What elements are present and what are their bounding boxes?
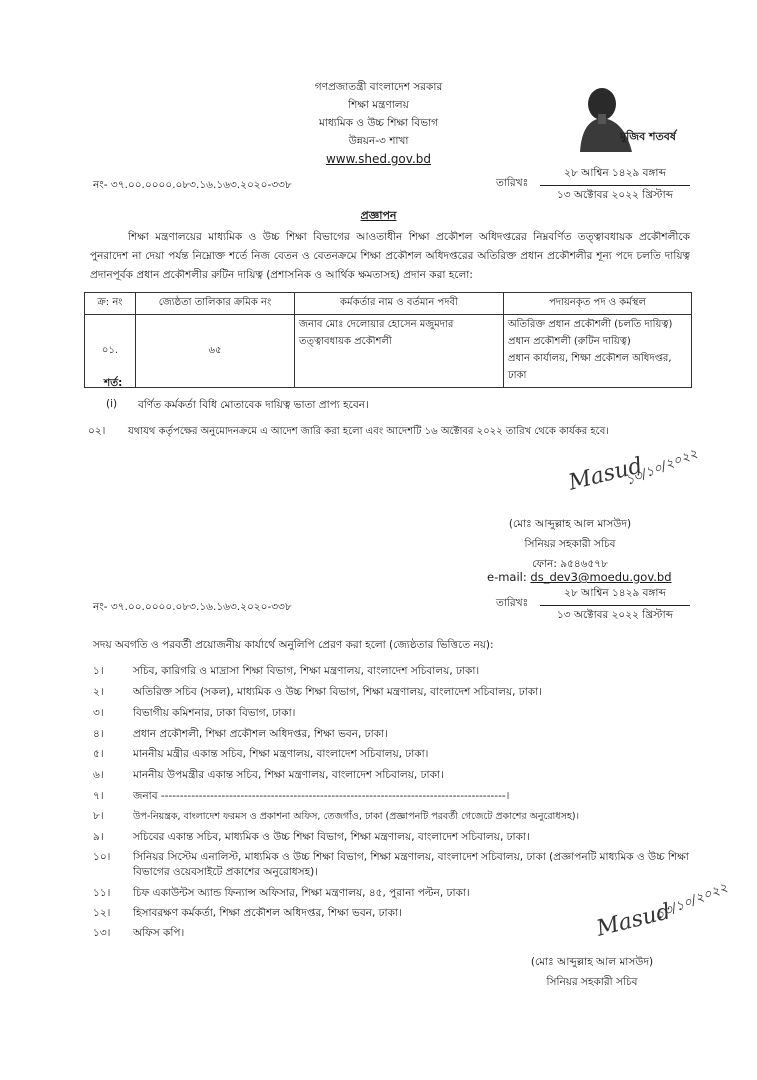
copy-date-block [540, 586, 690, 625]
date-label: তারিখঃ [496, 177, 529, 189]
copy-date-label: তারিখঃ [496, 597, 529, 609]
signatory-name-2: (মোঃ আব্দুল্লাহ আল মাসউদ) [530, 956, 654, 968]
copy-date-bangla: ২৮ আশ্বিন ১৪২৯ বঙ্গাব্দ [564, 587, 666, 599]
order-table [84, 292, 692, 388]
col-serial-header: ক্র: নং [85, 293, 136, 315]
email-link[interactable]: ds_dev3@moedu.gov.bd [530, 570, 672, 584]
signatory-name-1: (মোঃ আব্দুল্লাহ আল মাসউদ) [508, 518, 632, 530]
post-line-2: প্রধান প্রকৌশলী (রুটিন দায়িত্ব) [508, 336, 631, 347]
logo-text: মুজিব শতবর্ষ [620, 130, 676, 143]
post-line-1: অতিরিক্ত প্রধান প্রকৌশলী (চলতি দায়িত্ব) [508, 319, 673, 330]
condition-1-text: বর্ণিত কর্মকর্তা বিধি মোতাবেক দায়িত্ব ভাতা প্রাপ্য হবেন। [138, 399, 369, 411]
email-row [487, 570, 672, 584]
copy-ref-number: নং- ৩৭.০০.০০০০.০৮৩.১৬.১৬৩.২০২০-৩৩৮ [93, 601, 292, 613]
cell-seniority: ৬৫ [136, 315, 295, 388]
table-row [85, 315, 692, 388]
clause-2-text: যথাযথ কর্তৃপক্ষের অনুমোদনক্রমে এ আদেশ জারি করা হলো এবং আদেশটি ১৬ অক্টোবর ২০২২ তারিখ থেকে কার্যকর হবে। [128, 426, 609, 437]
signatory-phone-1: ফোন: ৯৫৪৬৫৭৮ [532, 558, 608, 570]
date-block [540, 166, 690, 205]
mujib-borsho-logo-icon [572, 80, 682, 152]
date-bangla: ২৮ আশ্বিন ১৪২৯ বঙ্গাব্দ [564, 167, 666, 179]
body-paragraph: শিক্ষা মন্ত্রণালয়ের মাধ্যমিক ও উচ্চ শিক্ষা বিভাগের আওতাধীন শিক্ষা প্রকৌশল অধিদপ্তরের নিম্নবর্ণিত তত্ত্বাবধায়ক প্রকৌশলীকে পুনরাদেশ না দেয়া পর্যন্ত নিম্নোক্ত শর্তে নিজ বেতন ও বেতনক্রমে শিক্ষা প্রকৌশল অধিদপ্তরের অতিরিক্ত প্রধান প্রকৌশলীর শূন্য পদে চলতি দায়িত্ব প্রদানপূর্বক প্রধান প্রকৌশলীর রুটিন দায়িত্ব (প্রশাসনিক ও আর্থিক ক্ষমতাসহ) প্রদান করা হলো: [90, 231, 690, 281]
signature-scribble-2: Masud [594, 899, 674, 942]
date-divider [540, 185, 690, 186]
officer-name: জনাব মোঃ দেলোয়ার হোসেন মজুমদার [299, 319, 454, 330]
ref-number: নং- ৩৭.০০.০০০০.০৮৩.১৬.১৬৩.২০২০-৩৩৮ [93, 179, 292, 191]
col-post-header: পদায়নকৃত পদ ও কর্মস্থল [504, 293, 692, 315]
officer-designation: তত্ত্বাবধায়ক প্রকৌশলী [299, 336, 392, 347]
signature-date-1: ১৩/১০/২০২২ [623, 446, 701, 489]
govt-name: গণপ্রজাতন্ত্রী বাংলাদেশ সরকার [314, 81, 443, 93]
website-link[interactable]: www.shed.gov.bd [325, 152, 431, 166]
col-seniority-header: জ্যেষ্ঠতা তালিকার ক্রমিক নং [136, 293, 295, 315]
cell-post [504, 315, 692, 388]
table-header-row [85, 293, 692, 315]
branch-name: উন্নয়ন-৩ শাখা [348, 135, 409, 147]
signature-date-2: ১৩/১০/২০২২ [653, 880, 731, 923]
signatory-designation-1: সিনিয়র সহকারী সচিব [524, 538, 616, 550]
date-english: ১৩ অক্টোবর ২০২২ খ্রিস্টাব্দ [556, 189, 674, 201]
col-name-header: কর্মকর্তার নাম ও বর্তমান পদবী [295, 293, 504, 315]
clause-2-number: ০২। [88, 425, 106, 437]
division-name: মাধ্যমিক ও উচ্চ শিক্ষা বিভাগ [318, 117, 439, 129]
copy-date-divider [540, 605, 690, 606]
conditions-label: শর্ত: [104, 377, 123, 389]
ministry-name: শিক্ষা মন্ত্রণালয় [348, 99, 409, 111]
signatory-block-2 [502, 952, 682, 992]
signature-scribble-1: Masud [566, 453, 646, 496]
email-label: e-mail: [487, 570, 527, 584]
document-title: প্রজ্ঞাপন [360, 209, 397, 222]
copy-date-english: ১৩ অক্টোবর ২০২২ খ্রিস্টাব্দ [556, 609, 674, 621]
cell-serial: ০১. [85, 315, 136, 388]
signatory-block-1 [480, 514, 660, 574]
cell-name [295, 315, 504, 388]
condition-1-number: (i) [106, 398, 118, 410]
post-line-3: প্রধান কার্যালয়, শিক্ষা প্রকৌশল অধিদপ্তর, ঢাকা [508, 353, 672, 381]
signatory-designation-2: সিনিয়র সহকারী সচিব [546, 976, 638, 988]
copy-intro: সদয় অবগতি ও পরবর্তী প্রয়োজনীয় কার্যার্থে অনুলিপি প্রেরণ করা হলো (জ্যেষ্ঠতার ভিত্তিতে নয়): [93, 639, 494, 651]
copy-list: ১। সচিব, কারিগরি ও মাদ্রাসা শিক্ষা বিভাগ, শিক্ষা মন্ত্রণালয়, বাংলাদেশ সচিবালয়, ঢাকা। ২। অতিরিক্ত সচিব (সকল), মাধ্যমিক ও উচ্চ শিক্ষা বিভাগ, শিক্ষা মন্ত্রণালয়, বাংলাদেশ সচিবালয়, ঢাকা। ৩। বিভাগীয় কমিশনার, ঢাকা বিভাগ, ঢাকা। ৪। প্রধান প্রকৌশলী, শিক্ষা প্রকৌশল অধিদপ্তর, শিক্ষা ভবন, ঢাকা। ৫। মাননীয় মন্ত্রীর একান্ত সচিব, শিক্ষা মন্ত্রণালয়, বাংলাদেশ সচিবালয়, ঢাকা। ৬। মাননীয় উপমন্ত্রীর একান্ত সচিব, শিক্ষা মন্ত্রণালয়, বাংলাদেশ সচিবালয়, ঢাকা। ৭। জনাব -------------------------------------------------------------------------------------------। ৮। উপ-নিয়ন্ত্রক, বাংলাদেশ ফরমস ও প্রকাশনা অফিস, তেজগাঁও, ঢাকা (প্রজ্ঞাপনটি পরবর্তী গেজেটে প্রকাশের অনুরোধসহ)। ৯। সচিবের একান্ত সচিব, মাধ্যমিক ও উচ্চ শিক্ষা বিভাগ, শিক্ষা মন্ত্রণালয়, বাংলাদেশ সচিবালয়, ঢাকা। ১০। সিনিয়র সিস্টেম এনালিস্ট, মাধ্যমিক ও উচ্চ শিক্ষা বিভাগ, শিক্ষা মন্ত্রণালয়, বাংলাদেশ সচিবালয়, ঢাকা (প্রজ্ঞাপনটি মাধ্যমিক ও উচ্চ শিক্ষা বিভাগের ওয়েবসাইটে প্রকাশের অনুরোধসহ)। ১১। চিফ একাউন্টস অ্যান্ড ফিন্যান্স অফিসার, শিক্ষা মন্ত্রণালয়, ৪৫, পুরানা পল্টন, ঢাকা। ১২। হিসাবরক্ষণ কর্মকর্তা, শিক্ষা প্রকৌশল অধিদপ্তর, শিক্ষা ভবন, ঢাকা। ১৩। অফিস কপি। [93, 665, 689, 939]
